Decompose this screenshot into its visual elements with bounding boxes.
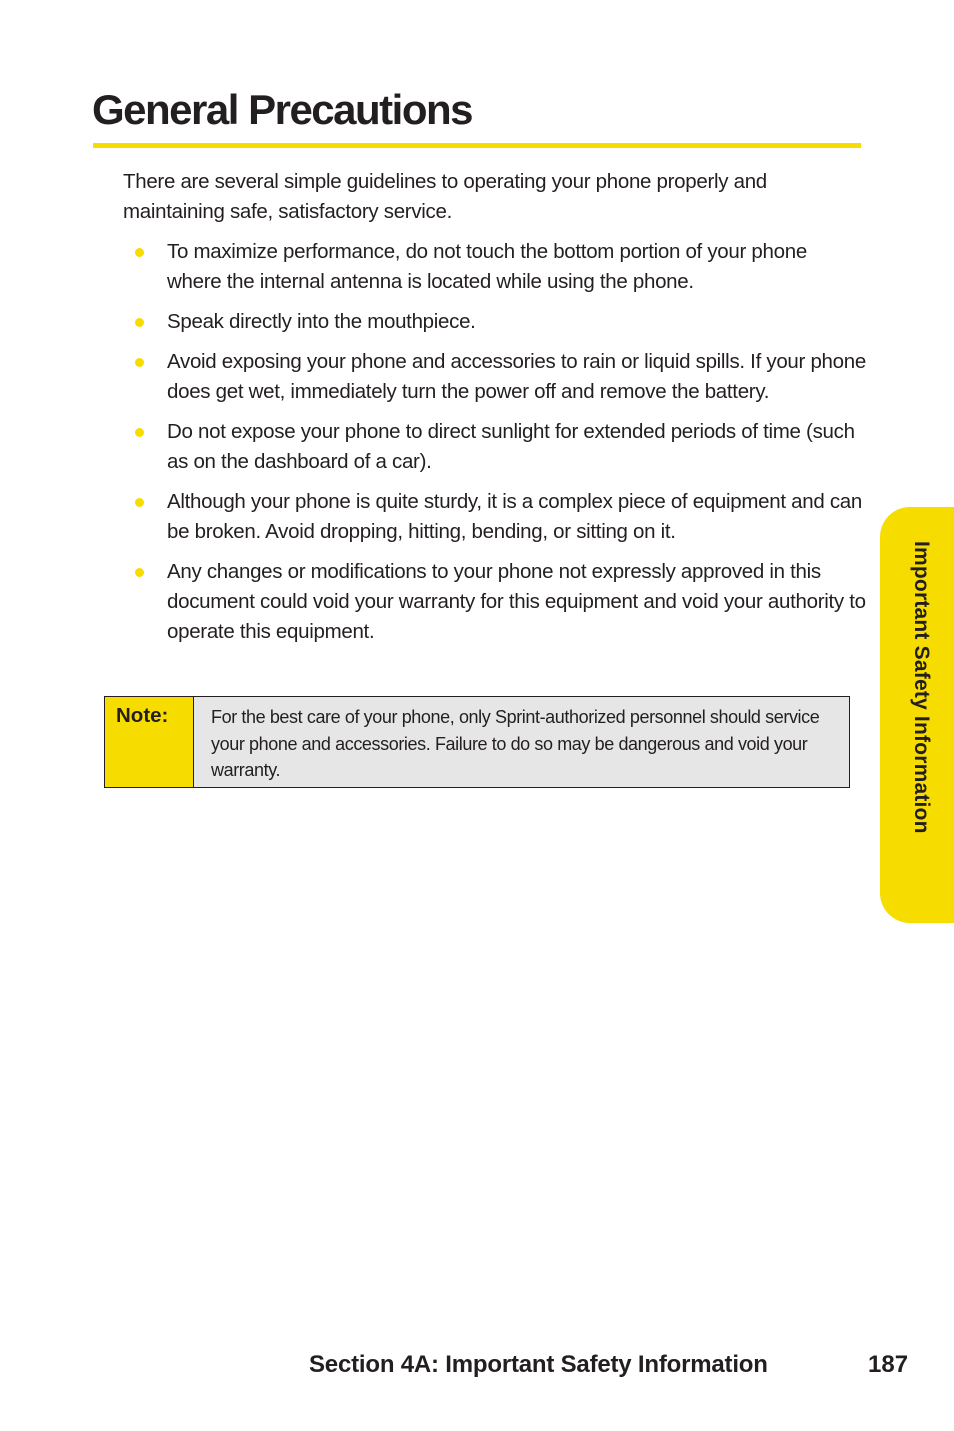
list-item [130, 557, 866, 647]
note-text: For the best care of your phone, only Sprint-authorized personnel should service your phone and accessories. Failure to do so may be dangerous and void your warranty. [211, 707, 820, 780]
list-item-text: Although your phone is quite sturdy, it is a complex piece of equipment and can be broken. Avoid dropping, hitting, bending, or sitting on it. [167, 490, 862, 543]
list-item [130, 237, 866, 297]
list-item [130, 347, 866, 407]
list-item [130, 307, 866, 337]
footer-section-title: Section 4A: Important Safety Information [309, 1351, 768, 1378]
list-item-text: To maximize performance, do not touch the bottom portion of your phone where the internal antenna is located while using the phone. [167, 240, 807, 293]
note-label: Note: [105, 697, 194, 787]
bullet-icon [135, 568, 144, 577]
precautions-list [130, 237, 866, 657]
list-item [130, 487, 866, 547]
note-box [104, 696, 850, 788]
side-tab-label: Important Safety Information [910, 541, 933, 834]
title-underline [93, 143, 861, 148]
page-title: General Precautions [92, 86, 472, 133]
list-item-text: Speak directly into the mouthpiece. [167, 310, 476, 333]
bullet-icon [135, 358, 144, 367]
list-item-text: Do not expose your phone to direct sunlight for extended periods of time (such as on the dashboard of a car). [167, 420, 855, 473]
bullet-icon [135, 498, 144, 507]
bullet-icon [135, 248, 144, 257]
list-item [130, 417, 866, 477]
page-number: 187 [868, 1351, 909, 1378]
bullet-icon [135, 318, 144, 327]
intro-paragraph: There are several simple guidelines to operating your phone properly and maintaining safe, satisfactory service. [123, 170, 767, 223]
list-item-text: Avoid exposing your phone and accessories to rain or liquid spills. If your phone does get wet, immediately turn the power off and remove the battery. [167, 350, 866, 403]
list-item-text: Any changes or modifications to your phone not expressly approved in this document could void your warranty for this equipment and void your authority to operate this equipment. [167, 560, 866, 643]
bullet-icon [135, 428, 144, 437]
